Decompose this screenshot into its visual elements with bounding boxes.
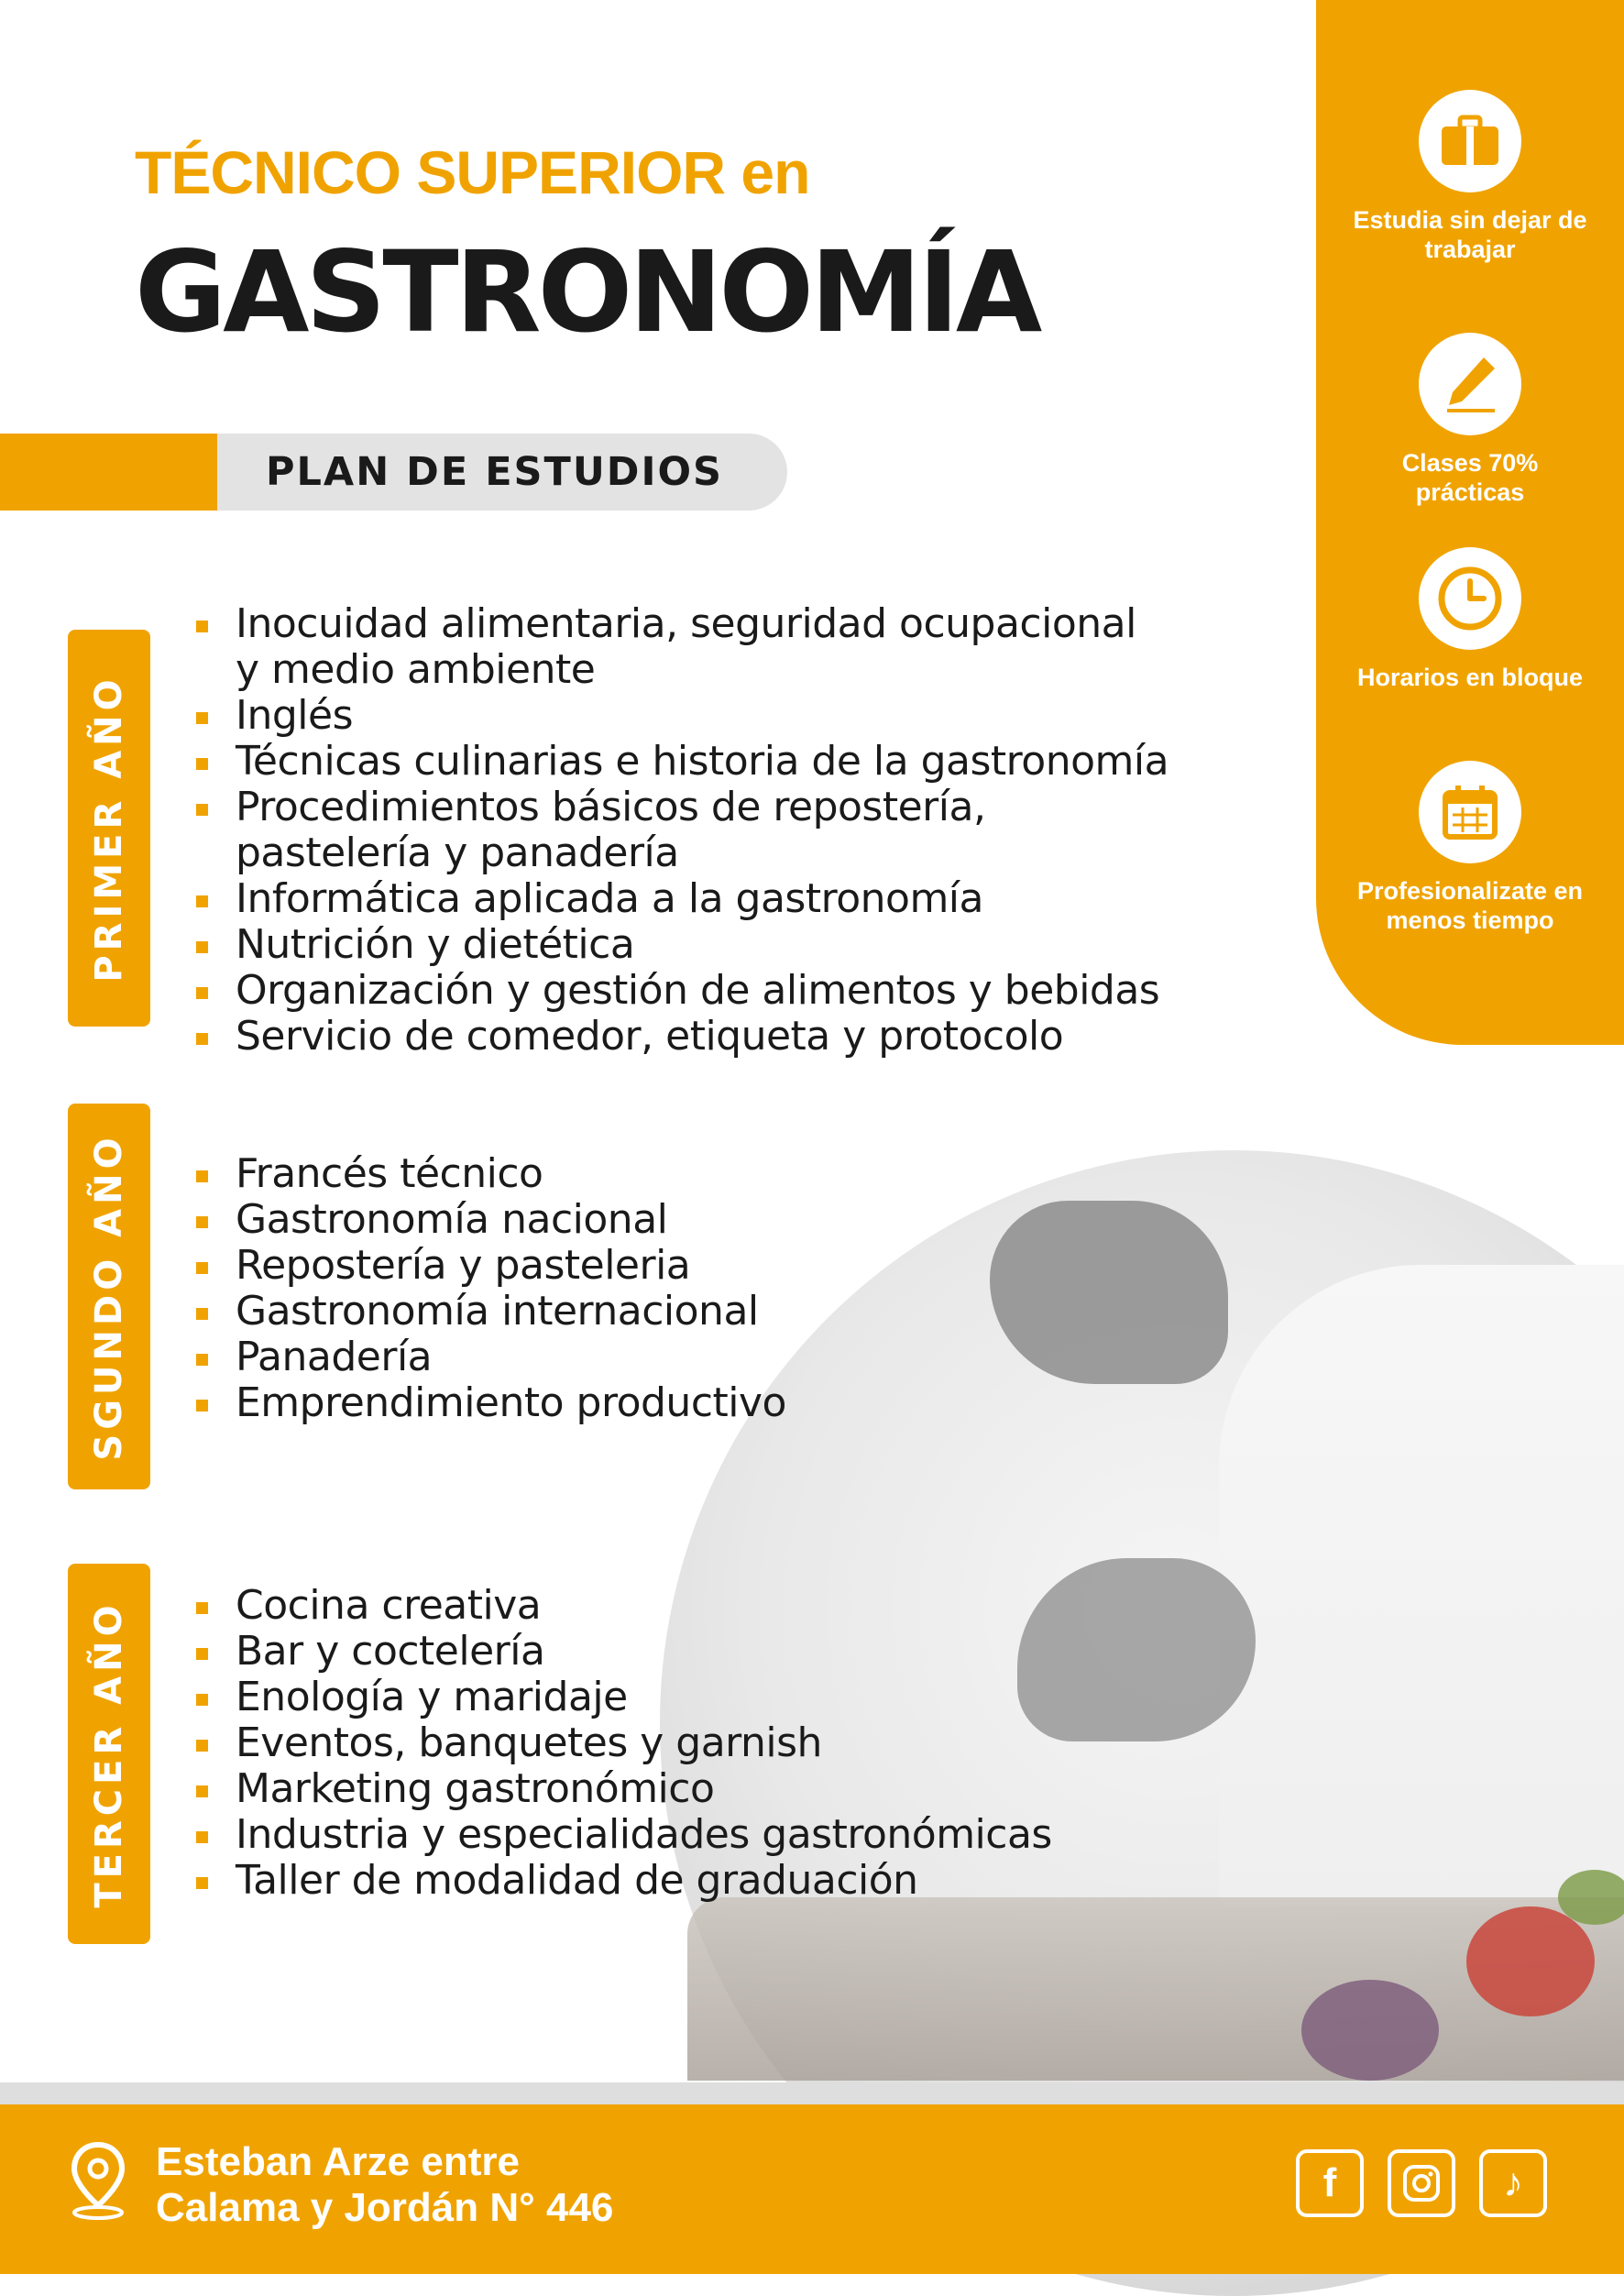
subject-text: Emprendimiento productivo xyxy=(236,1379,786,1426)
bullet-icon xyxy=(196,1648,208,1660)
subject-list-tercer xyxy=(192,1583,1052,1904)
subject-text: Inglés xyxy=(236,692,354,739)
subject-text: Eventos, banquetes y garnish xyxy=(236,1719,822,1766)
year-tab-primer xyxy=(68,630,150,1027)
bullet-icon xyxy=(196,987,208,999)
year-label: PRIMER AÑO xyxy=(88,674,130,983)
chef-shirt-decoration xyxy=(1219,1265,1624,1906)
list-item xyxy=(192,1675,1052,1720)
vegetable-decoration xyxy=(1466,1906,1595,2016)
subject-text: Cocina creativa xyxy=(236,1582,542,1629)
plan-label: PLAN DE ESTUDIOS xyxy=(266,449,723,495)
list-item xyxy=(192,876,1169,922)
feature-text: Profesionalizate en menos tiempo xyxy=(1356,877,1584,934)
bullet-icon xyxy=(196,712,208,724)
bullet-icon xyxy=(196,1308,208,1320)
subject-text: Bar y coctelería xyxy=(236,1628,545,1675)
list-item xyxy=(192,785,1169,830)
calendar-icon xyxy=(1419,761,1521,863)
clock-icon xyxy=(1419,547,1521,650)
bullet-icon xyxy=(196,758,208,770)
feature-schedule xyxy=(1316,547,1624,692)
subject-text: Taller de modalidad de graduación xyxy=(236,1857,918,1904)
list-item xyxy=(192,1197,786,1243)
bullet-icon xyxy=(196,1602,208,1614)
subject-text: Nutrición y dietética xyxy=(236,921,635,968)
tiktok-glyph: ♪ xyxy=(1503,2160,1523,2205)
list-item xyxy=(192,601,1169,647)
list-item xyxy=(192,1014,1169,1060)
bullet-icon xyxy=(196,1354,208,1366)
subject-text: Inocuidad alimentaria, seguridad ocupacional xyxy=(236,600,1136,647)
list-item xyxy=(192,1766,1052,1812)
list-item xyxy=(192,693,1169,739)
subject-text: Procedimientos básicos de repostería, xyxy=(236,784,986,830)
pencil-icon xyxy=(1419,333,1521,435)
subject-text: pastelería y panadería xyxy=(236,829,679,876)
bullet-icon xyxy=(196,1033,208,1045)
subject-text: Industria y especialidades gastronómicas xyxy=(236,1811,1052,1858)
subject-text: Marketing gastronómico xyxy=(236,1765,715,1812)
list-item xyxy=(192,1858,1052,1904)
bullet-icon xyxy=(196,1262,208,1274)
bullet-icon xyxy=(196,1170,208,1182)
year-label: SGUNDO AÑO xyxy=(88,1132,130,1461)
glove-decoration xyxy=(1017,1558,1256,1741)
glove-decoration xyxy=(990,1201,1228,1384)
feature-text: Estudia sin dejar de trabajar xyxy=(1353,206,1587,263)
address xyxy=(156,2139,613,2231)
subject-text: Gastronomía nacional xyxy=(236,1196,668,1243)
subject-text: Repostería y pasteleria xyxy=(236,1242,691,1289)
address-line: Calama y Jordán N° 446 xyxy=(156,2185,614,2230)
list-item xyxy=(192,739,1169,785)
bullet-icon xyxy=(196,804,208,816)
list-item xyxy=(192,1812,1052,1858)
feature-text: Clases 70% prácticas xyxy=(1401,449,1539,506)
footer-divider xyxy=(0,2082,1624,2104)
list-item xyxy=(192,1583,1052,1629)
bullet-icon xyxy=(196,895,208,907)
subject-text: Panadería xyxy=(236,1334,433,1380)
bullet-icon xyxy=(196,1831,208,1843)
tiktok-icon[interactable] xyxy=(1479,2149,1547,2217)
list-item xyxy=(192,1720,1052,1766)
instagram-icon[interactable] xyxy=(1388,2149,1455,2217)
features-sidebar xyxy=(1316,0,1624,1045)
list-item xyxy=(192,1380,786,1426)
year-tab-segundo xyxy=(68,1104,150,1489)
title-top: TÉCNICO SUPERIOR en xyxy=(135,138,810,206)
vegetable-decoration xyxy=(1301,1980,1439,2081)
year-tab-tercer xyxy=(68,1564,150,1944)
bullet-icon xyxy=(196,1877,208,1889)
facebook-icon[interactable] xyxy=(1296,2149,1364,2217)
list-item xyxy=(192,922,1169,968)
feature-work xyxy=(1316,90,1624,264)
bullet-icon xyxy=(196,1694,208,1706)
feature-text: Horarios en bloque xyxy=(1356,664,1584,691)
year-label: TERCER AÑO xyxy=(88,1599,130,1908)
subject-text: Francés técnico xyxy=(236,1150,543,1197)
bullet-icon xyxy=(196,1740,208,1752)
list-item xyxy=(192,968,1169,1014)
list-item xyxy=(192,1335,786,1380)
facebook-glyph: f xyxy=(1322,2160,1337,2205)
subject-text: Enología y maridaje xyxy=(236,1674,628,1720)
subject-text: Organización y gestión de alimentos y bebidas xyxy=(236,967,1160,1014)
subject-text: Informática aplicada a la gastronomía xyxy=(236,875,983,922)
bullet-icon xyxy=(196,621,208,632)
list-item xyxy=(192,647,1169,693)
feature-time xyxy=(1316,761,1624,935)
bullet-icon xyxy=(196,1400,208,1412)
location-pin-icon xyxy=(69,2141,127,2225)
subject-list-segundo xyxy=(192,1151,786,1426)
subject-text: Técnicas culinarias e historia de la gastronomía xyxy=(236,738,1169,785)
subject-text: Gastronomía internacional xyxy=(236,1288,759,1335)
list-item xyxy=(192,1629,1052,1675)
list-item xyxy=(192,1243,786,1289)
page-title: GASTRONOMÍA xyxy=(135,227,1039,357)
address-line: Esteban Arze entre xyxy=(156,2139,520,2184)
list-item xyxy=(192,1289,786,1335)
feature-practice xyxy=(1316,333,1624,507)
subject-text: Servicio de comedor, etiqueta y protocolo xyxy=(236,1013,1064,1060)
list-item xyxy=(192,1151,786,1197)
bullet-icon xyxy=(196,941,208,953)
bullet-icon xyxy=(196,1785,208,1797)
bullet-icon xyxy=(196,1216,208,1228)
subject-list-primer xyxy=(192,601,1169,1060)
subject-text: y medio ambiente xyxy=(236,646,596,693)
list-item xyxy=(192,830,1169,876)
plan-accent-bar xyxy=(0,434,220,511)
briefcase-icon xyxy=(1419,90,1521,192)
